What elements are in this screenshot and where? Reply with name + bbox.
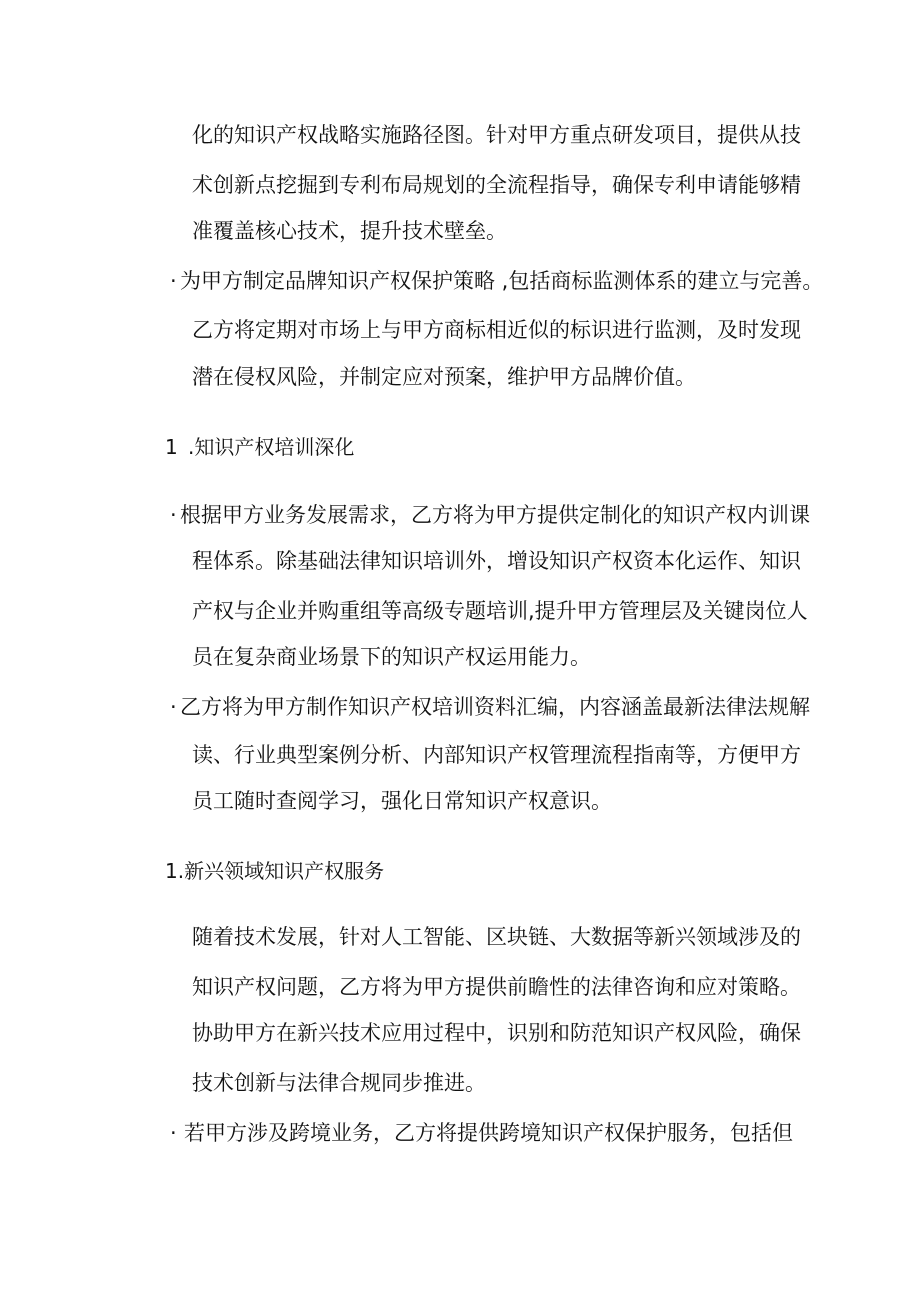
paragraph-line: 程体系。除基础法律知识培训外，增设知识产权资本化运作、知识: [192, 549, 801, 573]
section-heading: .知识产权培训深化: [188, 435, 355, 459]
paragraph-line: 读、行业典型案例分析、内部知识产权管理流程指南等，方便甲方: [192, 743, 801, 767]
paragraph-line: 术创新点挖掘到专利布局规划的全流程指导，确保专利申请能够精: [192, 173, 801, 197]
paragraph-line: 协助甲方在新兴技术应用过程中，识别和防范知识产权风险，确保: [192, 1021, 801, 1045]
paragraph-line: 产权与企业并购重组等高级专题培训,提升甲方管理层及关键岗位人: [192, 599, 808, 623]
paragraph-line: 乙方将为甲方制作知识产权培训资料汇编，内容涵盖最新法律法规解: [180, 695, 810, 719]
paragraph-line: 若甲方涉及跨境业务，乙方将提供跨境知识产权保护服务，包括但: [184, 1121, 793, 1145]
bullet-marker: ·: [170, 695, 177, 719]
paragraph-line: 为甲方制定品牌知识产权保护策略 ,包括商标监测体系的建立与完善。: [180, 269, 824, 293]
bullet-marker: ·: [170, 1121, 177, 1145]
paragraph-line: 技术创新与法律合规同步推进。: [192, 1071, 486, 1095]
section-number: 1: [165, 435, 178, 459]
paragraph-line: 随着技术发展，针对人工智能、区块链、大数据等新兴领域涉及的: [192, 925, 801, 949]
paragraph-line: 员在复杂商业场景下的知识产权运用能力。: [192, 645, 591, 669]
paragraph-line: 根据甲方业务发展需求，乙方将为甲方提供定制化的知识产权内训课: [180, 503, 810, 527]
section-heading: 1.新兴领域知识产权服务: [165, 859, 385, 883]
paragraph-line: 知识产权问题，乙方将为甲方提供前瞻性的法律咨询和应对策略。: [192, 975, 801, 999]
bullet-marker: ·: [170, 503, 177, 527]
paragraph-line: 化的知识产权战略实施路径图。针对甲方重点研发项目，提供从技: [192, 123, 801, 147]
bullet-marker: ·: [170, 269, 177, 293]
paragraph-line: 潜在侵权风险，并制定应对预案，维护甲方品牌价值。: [192, 365, 696, 389]
paragraph-line: 乙方将定期对市场上与甲方商标相近似的标识进行监测，及时发现: [192, 318, 801, 342]
paragraph-line: 准覆盖核心技术，提升技术壁垒。: [192, 219, 507, 243]
paragraph-line: 员工随时查阅学习，强化日常知识产权意识。: [192, 789, 612, 813]
